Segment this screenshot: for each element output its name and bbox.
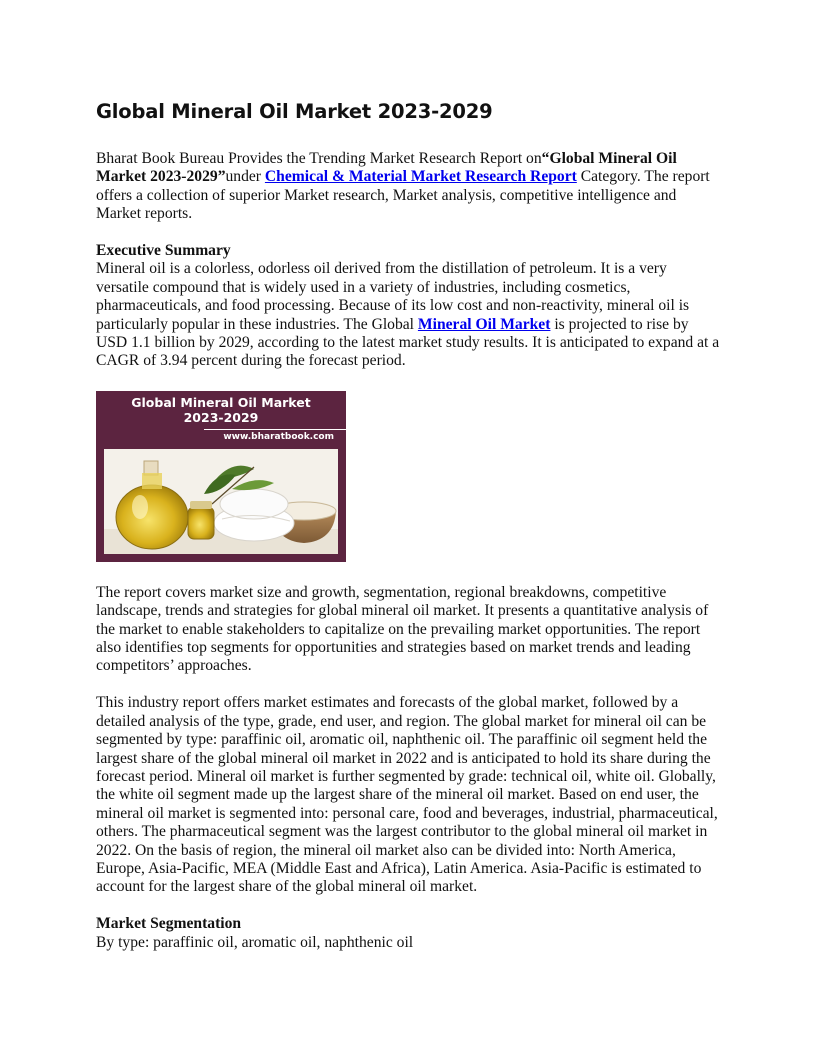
report-title: “Global Mineral Oil Market 2023-2029” [96, 150, 677, 186]
report-cover-image [96, 391, 346, 562]
oil-bottle-towel-illustration [104, 449, 338, 554]
cover-title-line2: 2023-2029 [183, 409, 259, 425]
spacer [96, 224, 720, 242]
cover-title-line1: Global Mineral Oil Market [131, 394, 311, 410]
market-segmentation-heading: Market Segmentation [96, 915, 242, 933]
segmentation-by-type: By type: paraffinic oil, aromatic oil, naphthenic oil [96, 933, 414, 951]
category-link[interactable]: Chemical & Material Market Research Report [264, 168, 577, 186]
cover-website: www.bharatbook.com [223, 431, 334, 442]
document-page [96, 96, 720, 952]
cover-photo [104, 449, 338, 554]
segments-paragraph: This industry report offers market estimates and forecasts of the global market, followed by a detailed analysis of the type, grade, end user, and region. The global market for mineral oil can be segmented by type: paraffinic oil, aromatic oil, naphthenic oil. The paraffinic oil segment held the largest share of the global mineral oil market in 2022 and is anticipated to hold its share during the forecast period. Mineral oil market is further segmented by grade: technical oil, white oil. Globally, the white oil segment made up the largest share of the mineral oil market. Based on end user, the mineral oil market is segmented into: personal care, food and beverages, industrial, pharmaceutical, others. The pharmaceutical segment was the largest contributor to the global mineral oil market in 2022. On the basis of region, the mineral oil market also can be divided into: North America, Europe, Asia-Pacific, MEA (Middle East and Africa), Latin America. Asia-Pacific is estimated to account for the largest share of the global mineral oil market. [96, 694, 718, 896]
intro-text-start: Bharat Book Bureau Provides the Trending Market Research Report on [96, 150, 542, 167]
intro-text-end: Category. The report offers a collection of superior Market research, Market analysis, competitive intelligence and Market reports. [96, 168, 710, 223]
overview-paragraph: The report covers market size and growth, segmentation, regional breakdowns, competitive landscape, trends and strategies for global mineral oil market. It presents a quantitative analysis of the market to enable stakeholders to capitalize on the prevailing market opportunities. The report also identifies top segments for opportunities and strategies based on market trends and leading competitors’ approaches. [96, 583, 709, 675]
cover-divider [204, 429, 346, 430]
market-segmentation-paragraph [96, 915, 720, 952]
intro-paragraph [96, 150, 720, 224]
spacer [96, 897, 720, 915]
executive-summary-paragraph [96, 242, 720, 371]
page-title: Global Mineral Oil Market 2023-2029 [96, 100, 493, 123]
executive-summary-heading: Executive Summary [96, 242, 231, 260]
spacer [96, 676, 720, 694]
mineral-oil-market-link[interactable]: Mineral Oil Market [417, 315, 551, 333]
intro-text-under: under [225, 168, 265, 186]
executive-summary-text-end: is projected to rise by USD 1.1 billion by 2029, according to the latest market study results. It is anticipated to expand at a CAGR of 3.94 percent during the forecast period. [96, 315, 720, 370]
executive-summary-text-start: Mineral oil is a colorless, odorless oil derived from the distillation of petroleum. It is a very versatile compound that is widely used in a variety of industries, including cosmetics, pharmaceuticals, and food processing. Because of its low cost and non-reactivity, mineral oil is particularly popular in these industries. The Global [96, 260, 690, 333]
